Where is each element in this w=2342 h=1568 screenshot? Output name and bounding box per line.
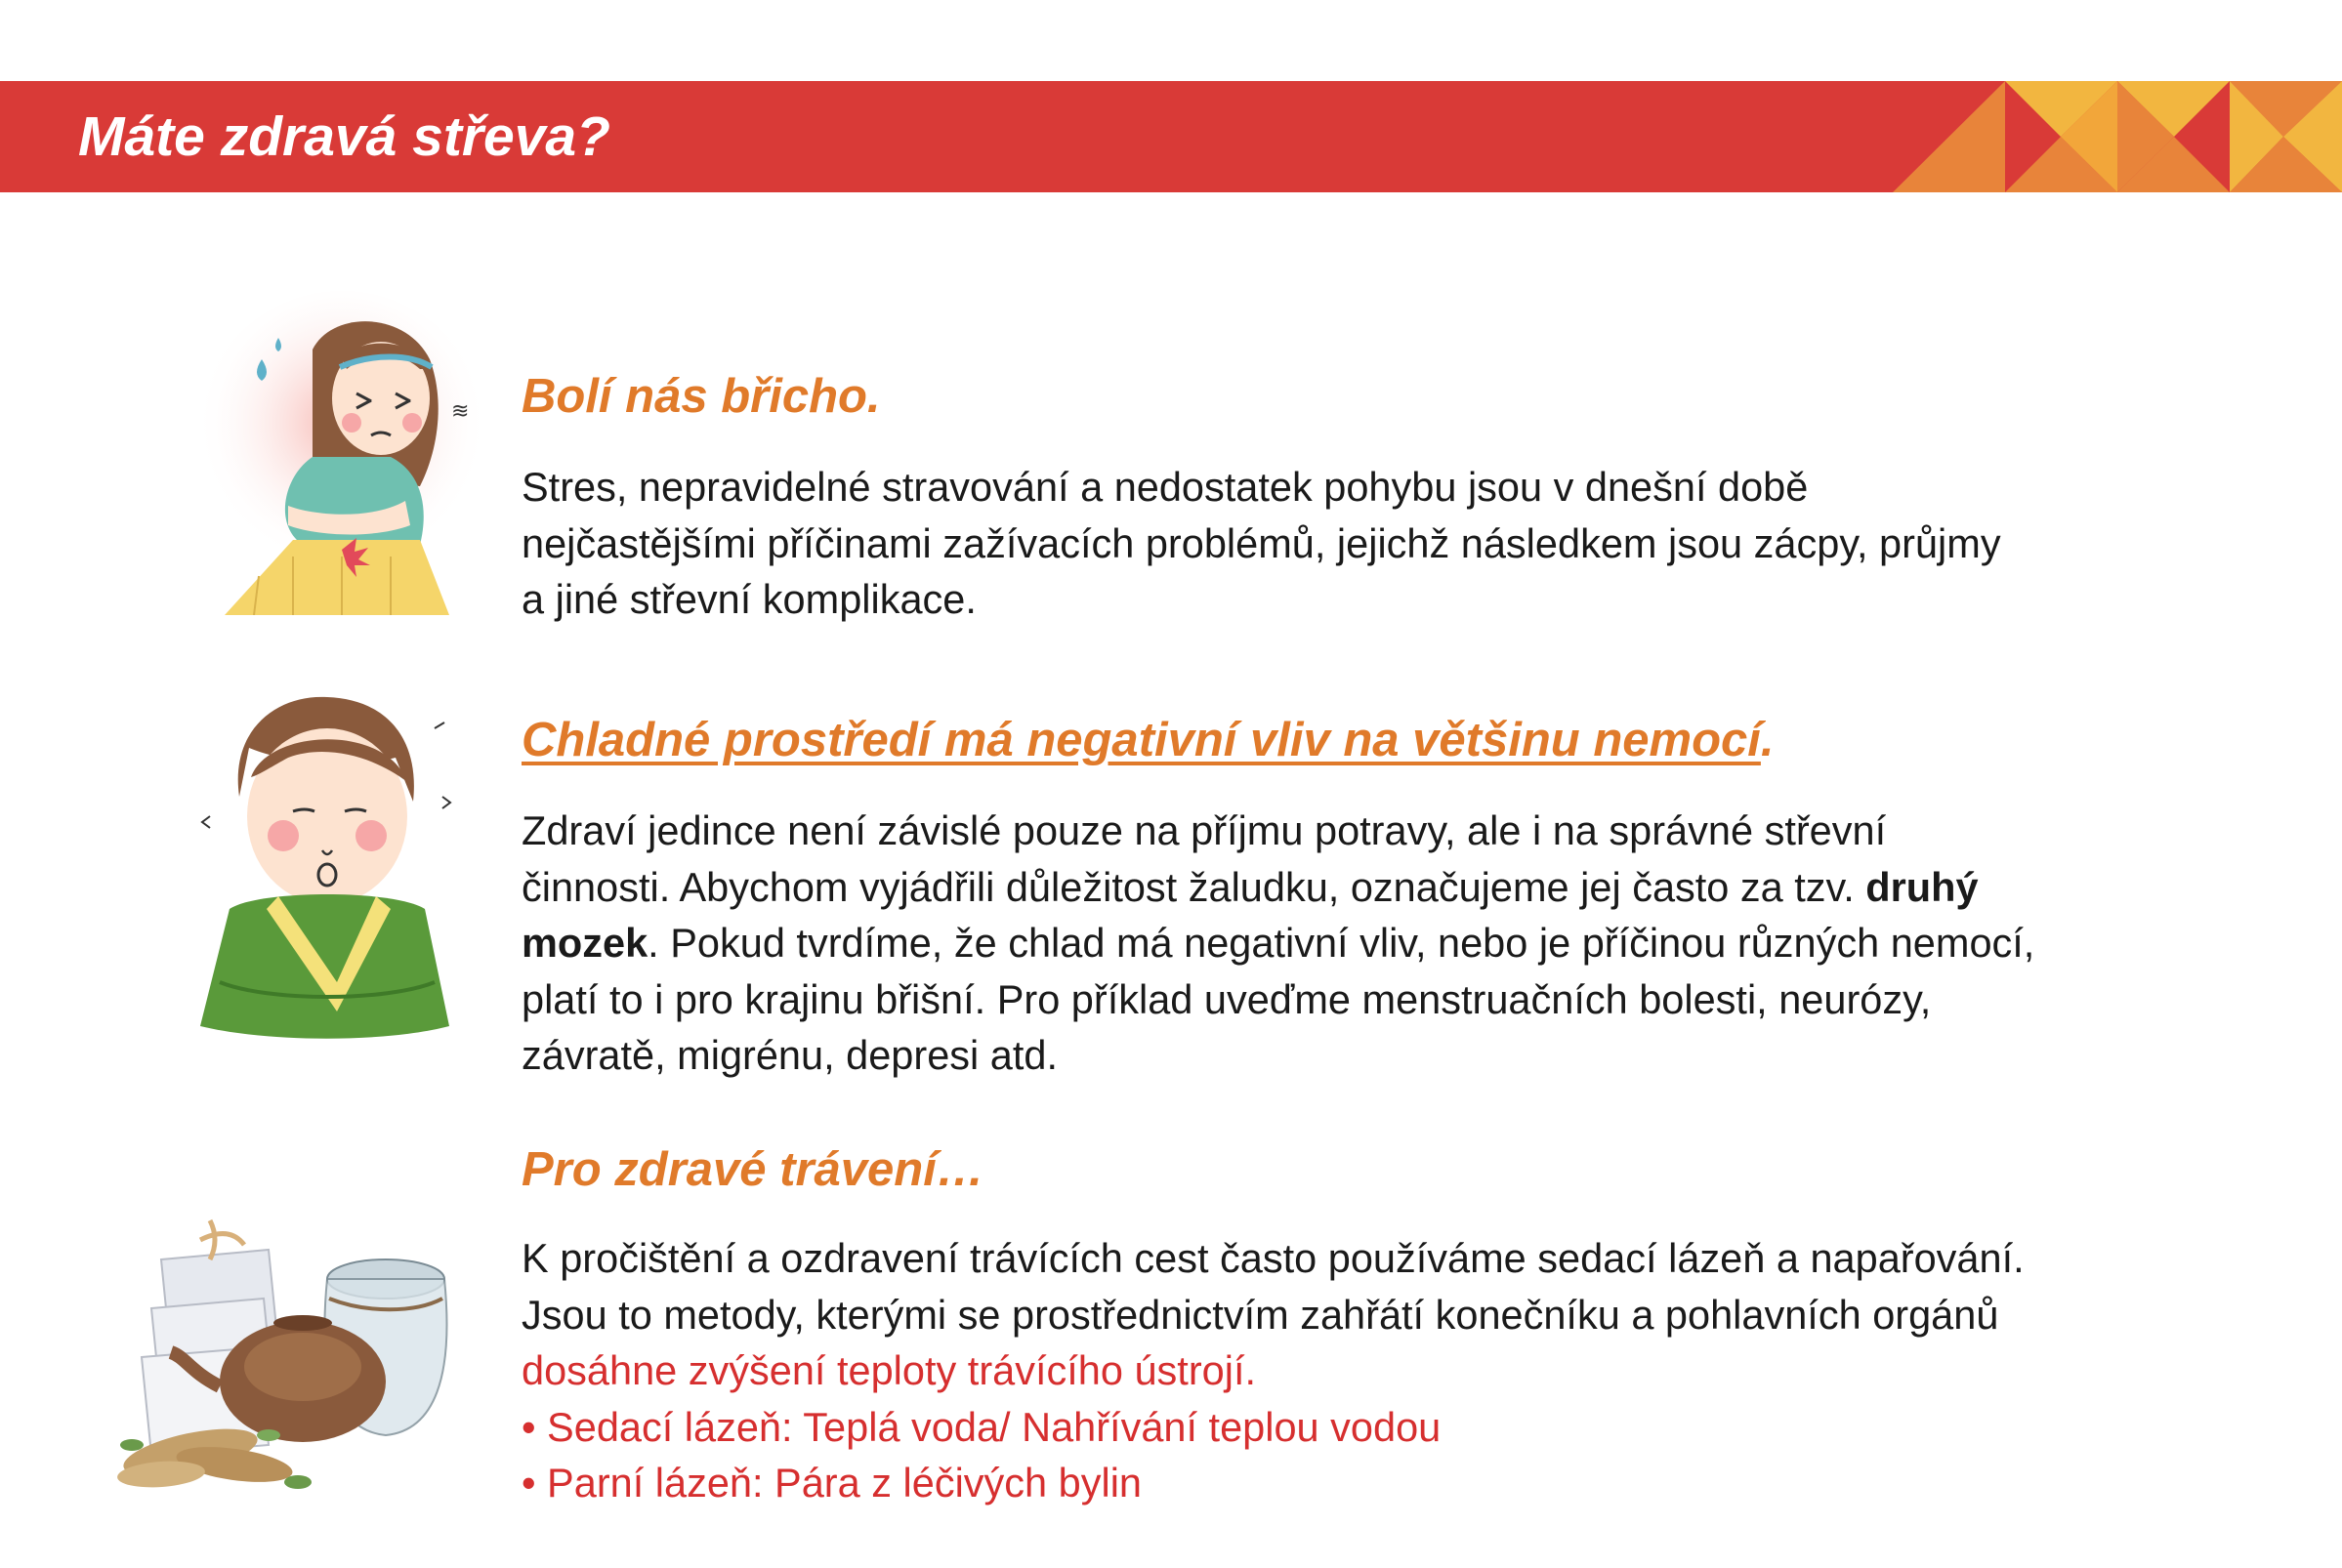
- text-line: platí to i pro krajinu břišní. Pro příklad uveďme menstruačních bolesti, neurózy,: [522, 975, 1932, 1022]
- bold-term: druhý: [1865, 863, 1979, 910]
- section-heading-cold-text: Chladné prostředí má negativní vliv na většinu nemocí: [522, 714, 1761, 766]
- text-line: Jsou to metody, kterými se prostřednictvím zahřátí konečníku a pohlavních orgánů: [522, 1291, 1999, 1338]
- text-line: [522, 915, 2240, 971]
- bullet-item: • Parní lázeň: Pára z léčivých bylin: [522, 1460, 1143, 1506]
- text-line: a jiné střevní komplikace.: [522, 576, 977, 622]
- text-line: Zdraví jedince není závislé pouze na příjmu potravy, ale i na správné střevní: [522, 807, 1887, 853]
- heading-period: .: [1760, 714, 1775, 766]
- section-heading-digestion: Pro zdravé trávení…: [522, 1143, 984, 1196]
- highlight-line: dosáhne zvýšení teploty trávícího ústrojí.: [522, 1347, 1257, 1393]
- section-body-stomach: [522, 459, 2240, 628]
- text-line: [522, 859, 2240, 916]
- text-line: Stres, nepravidelné stravování a nedostatek pohybu jsou v dnešní době: [522, 464, 1809, 510]
- bold-term: mozek: [522, 920, 648, 966]
- text-line: K pročištění a ozdravení trávících cest často používáme sedací lázeň a napařování.: [522, 1235, 2025, 1281]
- text-line: nejčastějšími příčinami zažívacích problémů, jejichž následkem jsou zácpy, průjmy: [522, 519, 2001, 566]
- section-heading-cold: [522, 711, 1775, 769]
- section-body-digestion: [522, 1230, 2240, 1511]
- cold-man-blanket-icon: [190, 689, 459, 1043]
- page-title: Máte zdravá střeva?: [78, 105, 610, 168]
- header-bar: [0, 81, 2342, 192]
- section-body-cold: [522, 803, 2240, 1084]
- herbal-teapot-icon: [103, 1201, 483, 1494]
- bullet-item: • Sedací lázeň: Teplá voda/ Nahřívání teplou vodou: [522, 1403, 1442, 1450]
- text-segment: . Pokud tvrdíme, že chlad má negativní vliv, nebo je příčinou různých nemocí,: [648, 920, 2035, 966]
- girl-stomach-ache-icon: [195, 291, 488, 615]
- text-segment: činnosti. Abychom vyjádřili důležitost žaludku, označujeme jej často za tzv.: [522, 863, 1866, 910]
- section-heading-stomach: Bolí nás břicho.: [522, 370, 881, 423]
- text-line: závratě, migrénu, depresi atd.: [522, 1032, 1059, 1078]
- triangle-pattern-decoration: [1893, 81, 2342, 192]
- svg-text:≋: ≋: [451, 399, 470, 424]
